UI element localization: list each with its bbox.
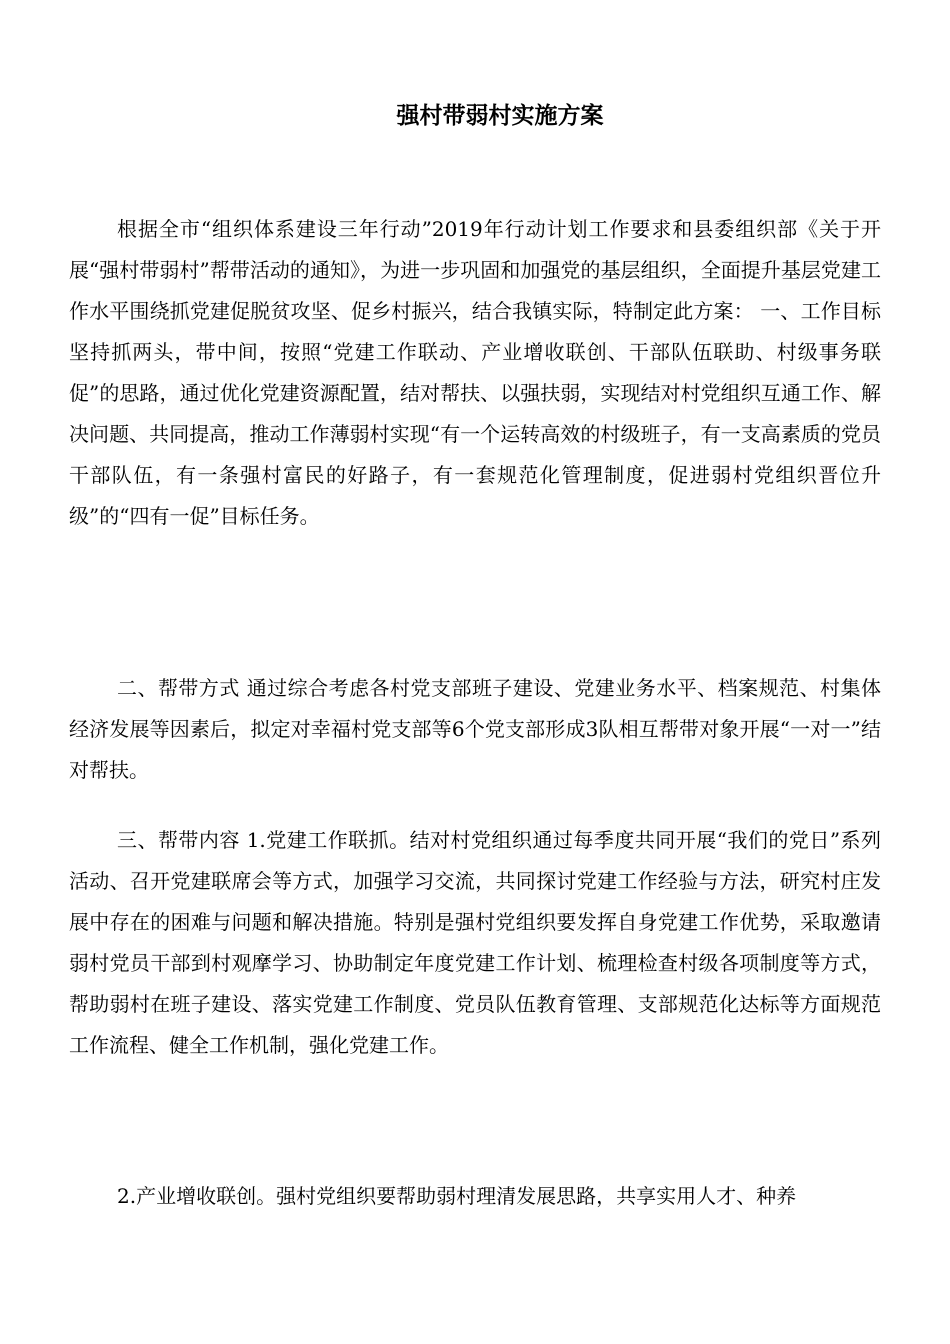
paragraph-work-goal: 根据全市“组织体系建设三年行动”2019年行动计划工作要求和县委组织部《关于开展“强村带弱村”帮带活动的通知》，为进一步巩固和加强党的基层组织，全面提升基层党建工作水平围绕抓党建促脱贫攻坚、促乡村振兴，结合我镇实际，特制定此方案： 一、工作目标 坚持抓两头，带中间，按照“党建工作联动、产业增收联创、干部队伍联助、村级事务联促”的思路，通过优化党建资源配置，结对帮扶、以强扶弱，实现结对村党组织互通工作、解决问题、共同提高，推动工作薄弱村实现“有一个运转高效的村级班子，有一支高素质的党员干部队伍，有一条强村富民的好路子，有一套规范化管理制度，促进弱村党组织晋位升级”的“四有一促”目标任务。 xyxy=(69,217,881,528)
document-title: 强村带弱村实施方案 xyxy=(396,103,604,129)
paragraph-help-method: 二、帮带方式 通过综合考虑各村党支部班子建设、党建业务水平、档案规范、村集体经济发展等因素后，拟定对幸福村党支部等6个党支部形成3队相互帮带对象开展“一对一”结对帮扶。 xyxy=(69,676,881,782)
paragraph-industry-income: 2.产业增收联创。强村党组织要帮助弱村理清发展思路，共享实用人才、种养 xyxy=(117,1184,797,1208)
paragraph-help-content: 三、帮带内容 1.党建工作联抓。结对村党组织通过每季度共同开展“我们的党日”系列活动、召开党建联席会等方式，加强学习交流，共同探讨党建工作经验与方法，研究村庄发展中存在的困难与问题和解决措施。特别是强村党组织要发挥自身党建工作优势，采取邀请弱村党员干部到村观摩学习、协助制定年度党建工作计划、梳理检查村级各项制度等方式，帮助弱村在班子建设、落实党建工作制度、党员队伍教育管理、支部规范化达标等方面规范工作流程、健全工作机制，强化党建工作。 xyxy=(69,828,881,1057)
